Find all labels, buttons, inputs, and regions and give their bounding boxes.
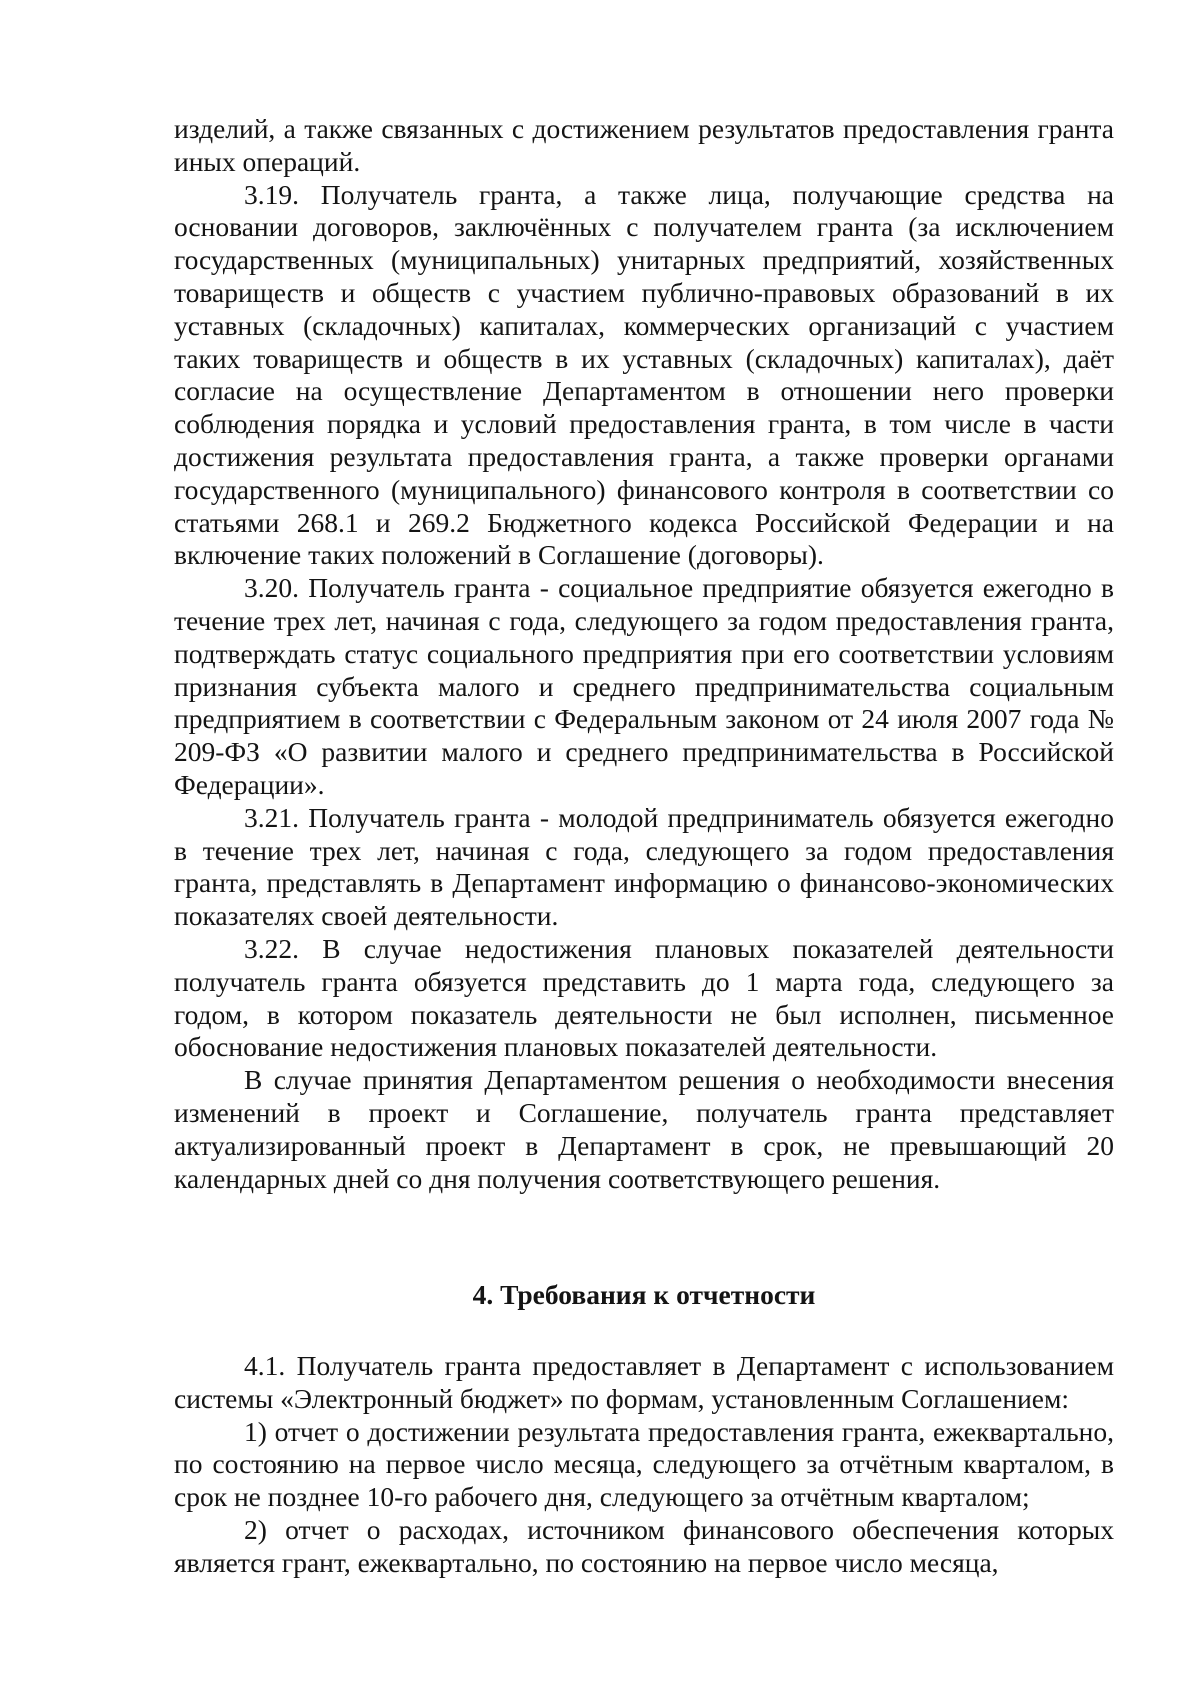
- paragraph-continuation: изделий, а также связанных с достижением результатов предоставления гранта иных операций.: [174, 113, 1114, 177]
- section-spacer: [174, 1195, 1114, 1279]
- paragraph-3-19: 3.19. Получатель гранта, а также лица, получающие средства на основании договоров, заключённых с получателем гранта (за исключением государственных (муниципальных) унитарных предприятий, хозяйственных товариществ и обществ с участием публично-правовых образований в их уставных (складочных) капиталах, коммерческих организаций с участием таких товариществ и обществ в их уставных (складочных) капиталах), даёт согласие на осуществление Департаментом в отношении него проверки соблюдения порядка и условий предоставления гранта, в том числе в части достижения результата предоставления гранта, а также проверки органами государственного (муниципального) финансового контроля в соответствии со статьями 268.1 и 269.2 Бюджетного кодекса Российской Федерации и на включение таких положений в Соглашение (договоры).: [174, 178, 1114, 571]
- paragraph-3-22: 3.22. В случае недостижения плановых показателей деятельности получатель гранта обязуется представить до 1 марта года, следующего за годом, в котором показатель деятельности не был исполнен, письменное обоснование недостижения плановых показателей деятельности.: [174, 932, 1114, 1063]
- paragraph-item-1: 1) отчет о достижении результата предоставления гранта, ежеквартально, по состоянию на первое число месяца, следующего за отчётным кварталом, в срок не позднее 10-го рабочего дня, следующего за отчётным кварталом;: [174, 1415, 1114, 1513]
- paragraph-3-20: 3.20. Получатель гранта - социальное предприятие обязуется ежегодно в течение трех лет, начиная с года, следующего за годом предоставления гранта, подтверждать статус социального предприятия при его соответствии условиям признания субъекта малого и среднего предпринимательства социальным предприятием в соответствии с Федеральным законом от 24 июля 2007 года № 209-ФЗ «О развитии малого и среднего предпринимательства в Российской Федерации».: [174, 572, 1114, 800]
- paragraph-4-1: 4.1. Получатель гранта предоставляет в Департамент с использованием системы «Электронный бюджет» по формам, установленным Соглашением:: [174, 1350, 1114, 1414]
- paragraph-project-changes: В случае принятия Департаментом решения о необходимости внесения изменений в проект и Соглашение, получатель гранта представляет актуализированный проект в Департамент в срок, не превышающий 20 календарных дней со дня получения соответствующего решения.: [174, 1064, 1114, 1194]
- section-heading: 4. Требования к отчетности: [472, 1279, 816, 1311]
- document-body: [174, 113, 1114, 1580]
- heading-spacer: [174, 1312, 1114, 1350]
- paragraph-3-21: 3.21. Получатель гранта - молодой предприниматель обязуется ежегодно в течение трех лет, начиная с года, следующего за годом предоставления гранта, представлять в Департамент информацию о финансово-экономических показателях своей деятельности.: [174, 801, 1114, 932]
- paragraph-item-2: 2) отчет о расходах, источником финансового обеспечения которых является грант, ежеквартально, по состоянию на первое число месяца,: [174, 1514, 1114, 1578]
